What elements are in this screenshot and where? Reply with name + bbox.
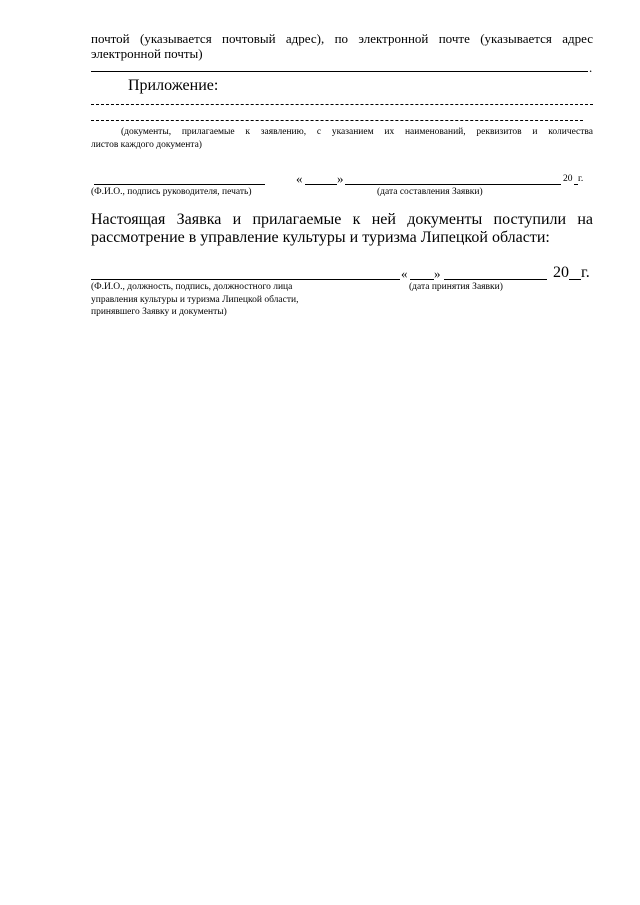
signature-year-line [574, 184, 578, 185]
acceptance-day-line [410, 279, 434, 280]
signature-caption: (Ф.И.О., подпись руководителя, печать) [91, 187, 252, 197]
acceptance-caption-line-1: (Ф.И.О., должность, подпись, должностного лица [91, 282, 293, 292]
acceptance-quote-close: » [434, 266, 441, 281]
acceptance-year-line [569, 279, 581, 280]
acceptance-signature-line [91, 279, 400, 280]
signature-line [94, 184, 265, 185]
contacts-line-2: электронной почты) [91, 46, 203, 61]
signature-year-prefix: 20 [563, 174, 573, 184]
statement-line-2: рассмотрение в управление культуры и туризма Липецкой области: [91, 229, 550, 246]
contacts-line-1: почтой (указывается почтовый адрес), по электронной почте (указывается адрес [91, 31, 593, 46]
signature-date-caption: (дата составления Заявки) [377, 187, 483, 197]
statement-line-1: Настоящая Заявка и прилагаемые к ней документы поступили на [91, 211, 593, 228]
appendix-caption-line-2: листов каждого документа) [91, 140, 202, 150]
acceptance-month-line [444, 279, 547, 280]
acceptance-caption-line-2: управления культуры и туризма Липецкой области, [91, 295, 299, 305]
acceptance-quote-open: « [401, 266, 408, 281]
acceptance-year-suffix: г. [581, 264, 590, 281]
contacts-end-mark: . [589, 60, 593, 75]
signature-day-line [305, 184, 337, 185]
acceptance-year-prefix: 20 [553, 264, 569, 281]
appendix-line-2 [91, 120, 583, 121]
signature-month-line [345, 184, 561, 185]
appendix-line-1 [91, 104, 593, 105]
signature-quote-open: « [296, 171, 303, 186]
signature-year-suffix: г. [578, 174, 584, 184]
appendix-caption-line-1: (документы, прилагаемые к заявлению, с указанием их наименований, реквизитов и количества [121, 127, 593, 137]
acceptance-date-caption: (дата принятия Заявки) [409, 282, 503, 292]
contacts-underline [91, 71, 588, 72]
acceptance-caption-line-3: принявшего Заявку и документы) [91, 307, 227, 317]
signature-quote-close: » [337, 171, 344, 186]
appendix-heading: Приложение: [128, 77, 219, 94]
